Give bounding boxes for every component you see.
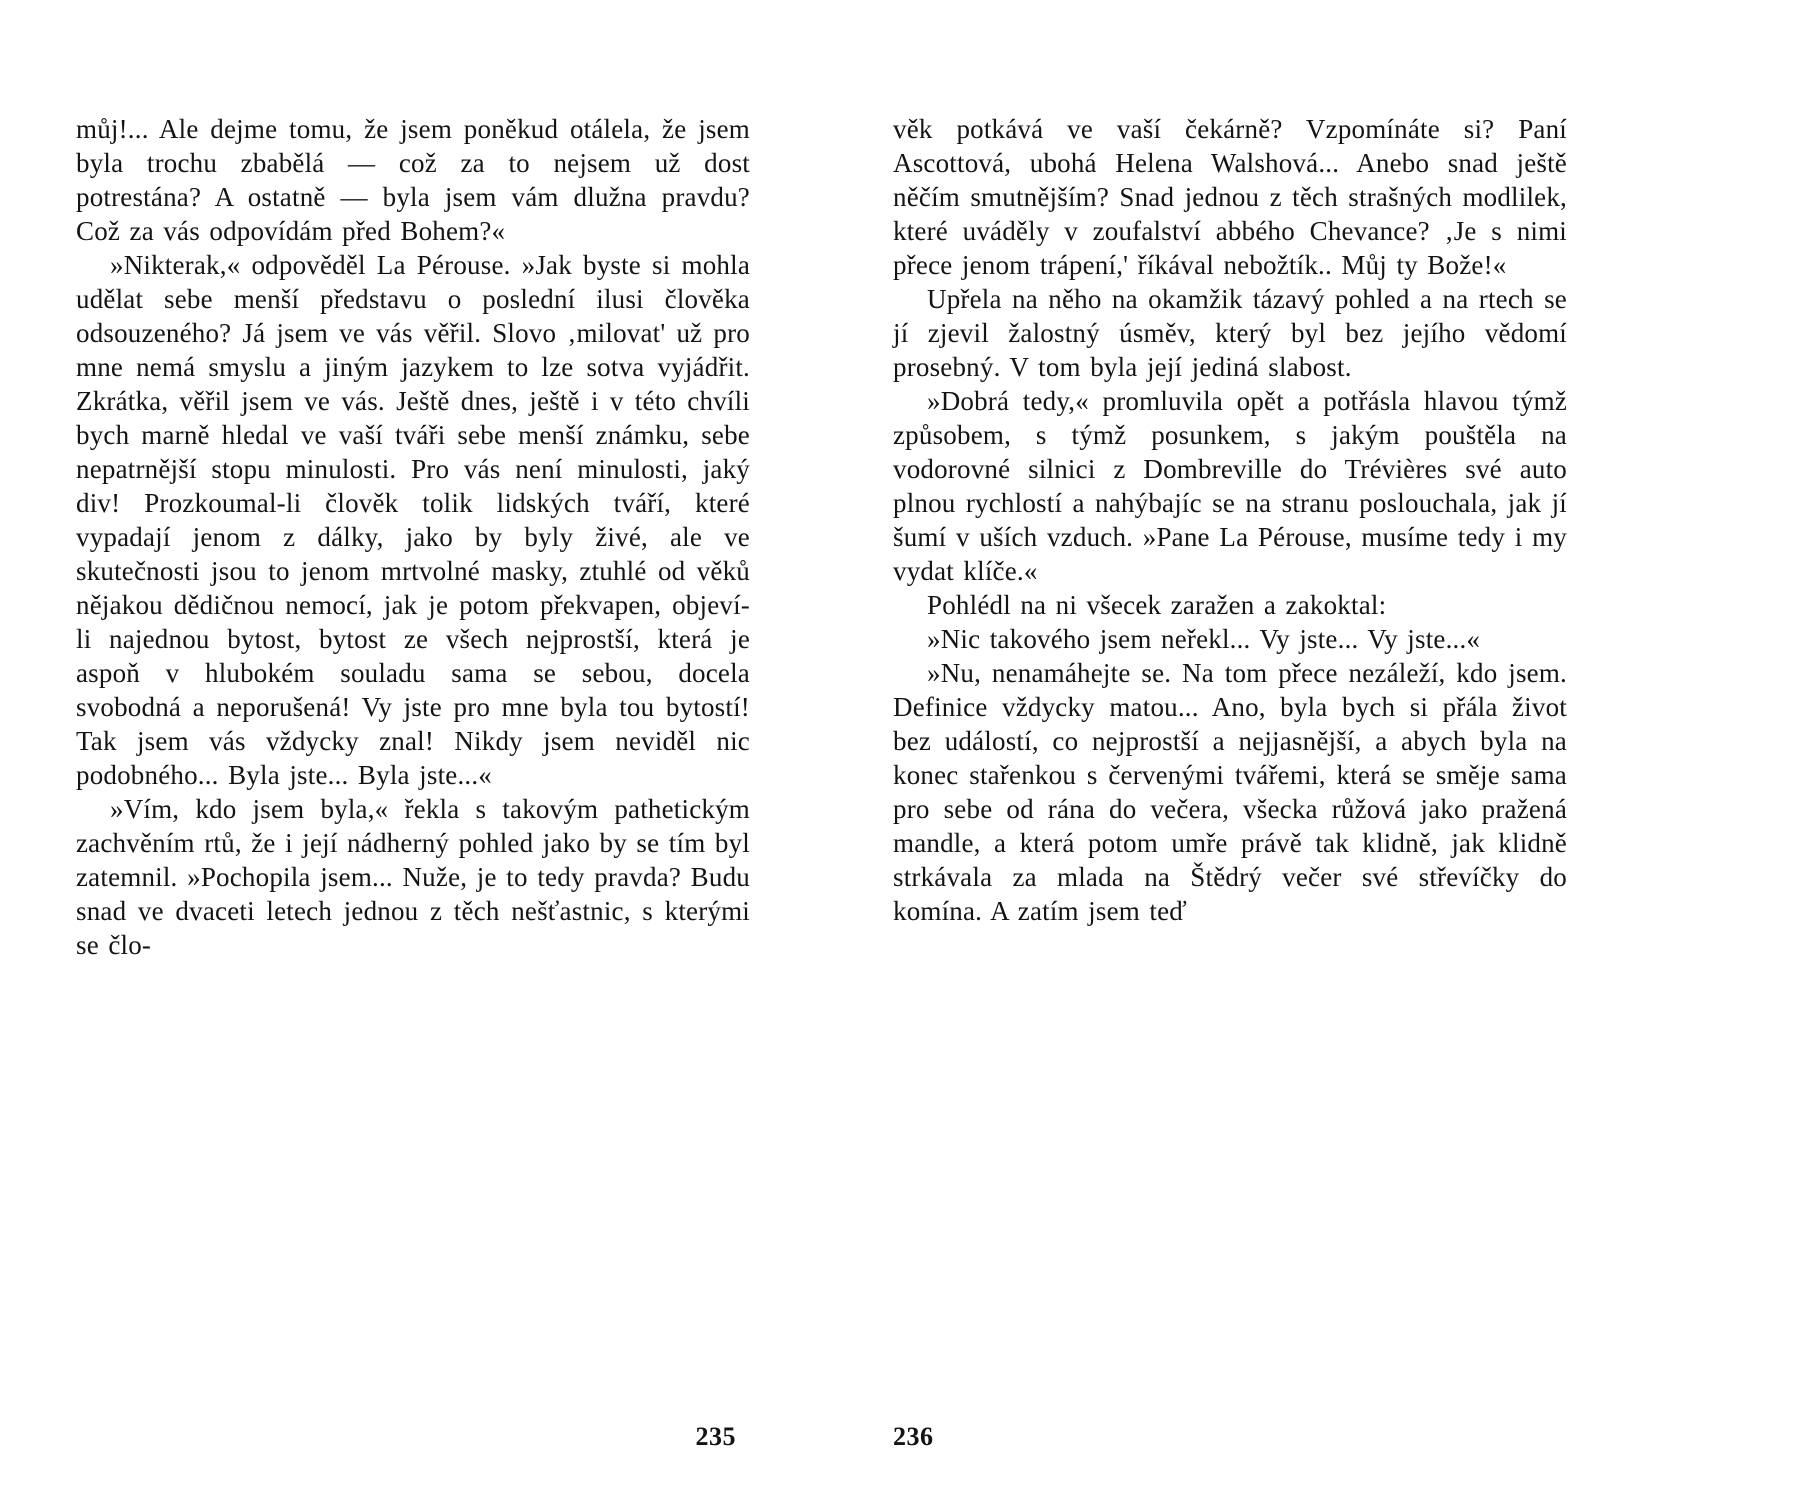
right-page-text-column	[893, 112, 1567, 928]
paragraph: věk potkává ve vaší čekárně? Vzpomínáte si? Paní Ascottová, ubohá Helena Walshová... Anebo snad ještě něčím smutnějším? Snad jednou z těch strašných modlilek, které uváděly v zoufalství abbého Chevance? ‚Je s nimi přece jenom trápení,' říkával nebožtík.. Můj ty Bože!«	[893, 114, 1567, 280]
page-number-left: 235	[695, 1422, 736, 1451]
paragraph: »Vím, kdo jsem byla,« řekla s takovým pathetickým zachvěním rtů, že i její nádherný pohled jako by se tím byl zatemnil. »Pochopila jsem... Nuže, je to tedy pravda? Budu snad ve dvaceti letech jednou z těch nešťastnic, s kterými se člo-	[76, 794, 750, 960]
paragraph: můj!... Ale dejme tomu, že jsem poněkud otálela, že jsem byla trochu zbabělá — což za to nejsem už dost potrestána? A ostatně — byla jsem vám dlužna pravdu? Což za vás odpovídám před Bohem?«	[76, 114, 750, 246]
paragraph: »Nikterak,« odpověděl La Pérouse. »Jak byste si mohla udělat sebe menší představu o poslední ilusi člověka odsouzeného? Já jsem ve vás věřil. Slovo ‚milovat' už pro mne nemá smyslu a jiným jazykem to lze sotva vyjádřit. Zkrátka, věřil jsem ve vás. Ještě dnes, ještě i v této chvíli bych marně hledal ve vaší tváři sebe menší známku, sebe nepatrnější stopu minulosti. Pro vás není minulosti, jaký div! Prozkoumal-li člověk tolik lidských tváří, které vypadají jenom z dálky, jako by byly živé, ale ve skutečnosti jsou to jenom mrtvolné masky, ztuhlé od věků nějakou dědičnou nemocí, jak je potom překvapen, objeví-li najednou bytost, bytost ze všech nejprostší, která je aspoň v hlubokém souladu sama se sebou, docela svobodná a neporušená! Vy jste pro mne byla tou bytostí! Tak jsem vás vždycky znal! Nikdy jsem neviděl nic podobného... Byla jste... Byla jste...«	[76, 250, 750, 790]
left-page-text-column	[76, 112, 750, 962]
paragraph: Pohlédl na ni všecek zaražen a zakoktal:	[927, 590, 1387, 620]
paragraph: »Dobrá tedy,« promluvila opět a potřásla hlavou týmž způsobem, s týmž posunkem, s jakým pouštěla na vodorovné silnici z Dombreville do Trévières své auto plnou rychlostí a nahýbajíc se na stranu poslouchala, jak jí šumí v uších vzduch. »Pane La Pérouse, musíme tedy i my vydat klíče.«	[893, 386, 1567, 586]
paragraph: »Nic takového jsem neřekl... Vy jste... Vy jste...«	[927, 624, 1481, 654]
paragraph: »Nu, nenamáhejte se. Na tom přece nezáleží, kdo jsem. Definice vždycky matou... Ano, byla bych si přála život bez událostí, co nejprostší a nejjasnější, a abych byla na konec stařenkou s červenými tvářemi, která se směje sama pro sebe od rána do večera, všecka růžová jako pražená mandle, a která potom umře právě tak klidně, jak klidně strkávala za mlada na Štědrý večer své střevíčky do komína. A zatím jsem teď	[893, 658, 1567, 926]
paragraph: Upřela na něho na okamžik tázavý pohled a na rtech se jí zjevil žalostný úsměv, který byl bez jejího vědomí prosebný. V tom byla její jediná slabost.	[893, 284, 1567, 382]
page-number-right: 236	[893, 1422, 934, 1451]
